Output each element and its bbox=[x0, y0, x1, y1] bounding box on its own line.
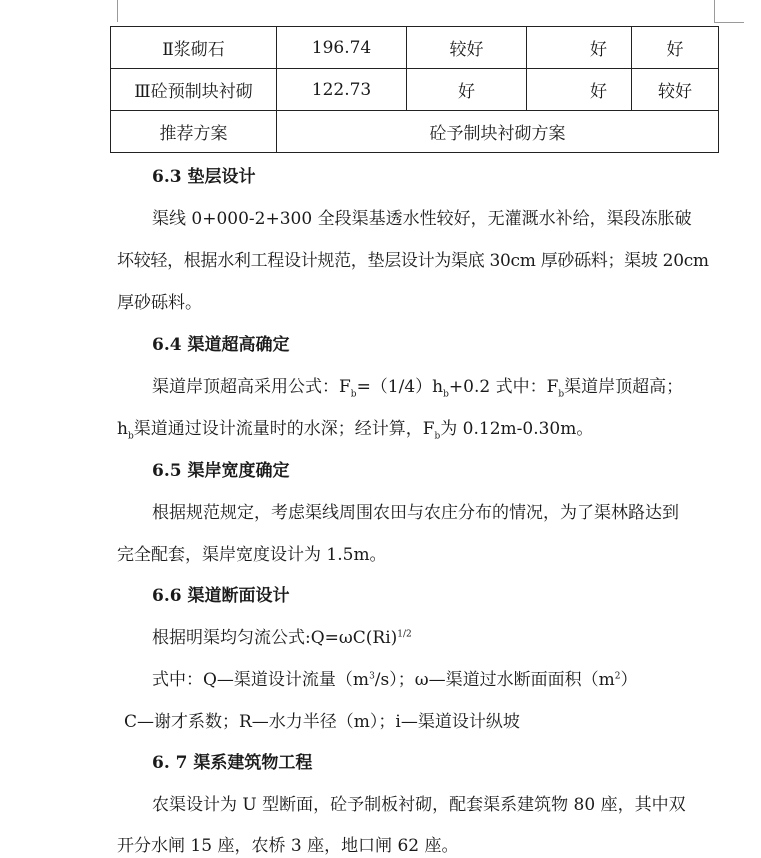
paragraph-line: 渠线 0+000-2+300 全段渠基透水性较好，无灌溉水补给，渠段冻胀破 bbox=[152, 209, 692, 229]
paragraph-line bbox=[117, 414, 593, 441]
formula-line bbox=[152, 623, 412, 648]
table-cell-rating: 好 bbox=[632, 27, 719, 69]
text-run: =（1/4）h bbox=[356, 377, 444, 397]
paragraph-line: 坏较轻，根据水利工程设计规范，垫层设计为渠底 30cm 厚砂砾料；渠坡 20cm bbox=[117, 251, 709, 271]
text-run: /s）；ω—渠道过水断面面积（m bbox=[374, 670, 615, 690]
table-cell-rating: 较好 bbox=[632, 69, 719, 111]
subscript: b bbox=[127, 431, 134, 442]
paragraph-line: 厚砂砾料。 bbox=[117, 293, 202, 313]
subscript: b bbox=[350, 389, 357, 400]
table-cell-rating: 好 bbox=[527, 27, 632, 69]
subscript: b bbox=[443, 389, 449, 400]
subscript: b bbox=[558, 389, 565, 400]
paragraph-line: 农渠设计为 U 型断面，砼予制板衬砌，配套渠系建筑物 80 座，其中双 bbox=[152, 795, 686, 815]
table-cell-rating: 好 bbox=[527, 69, 632, 111]
table-row-recommendation bbox=[111, 111, 719, 153]
table-cell-scheme: Ⅲ砼预制块衬砌 bbox=[111, 69, 277, 111]
subscript: b bbox=[434, 431, 441, 442]
section-heading-6-4: 6.4 渠道超高确定 bbox=[152, 335, 290, 355]
paragraph-line: C—谢才系数；R—水力半径（m）；i—渠道设计纵坡 bbox=[124, 712, 520, 732]
text-run: +0.2 式中：F bbox=[448, 377, 559, 397]
paragraph-line: 根据规范规定，考虑渠线周围农田与农庄分布的情况，为了渠林路达到 bbox=[152, 503, 679, 523]
formula-line bbox=[152, 372, 683, 399]
section-heading-6-5: 6.5 渠岸宽度确定 bbox=[152, 461, 290, 481]
paragraph-line: 完全配套，渠岸宽度设计为 1.5m。 bbox=[117, 545, 387, 565]
superscript: 1/2 bbox=[397, 629, 412, 640]
text-run: h bbox=[117, 419, 128, 439]
section-heading-6-3: 6.3 垫层设计 bbox=[152, 167, 256, 187]
table-cell-scheme: Ⅱ浆砌石 bbox=[111, 27, 277, 69]
text-run: 为 0.12m-0.30m。 bbox=[440, 419, 594, 439]
text-run: 渠道岸顶超高； bbox=[564, 377, 684, 397]
superscript: 3 bbox=[369, 671, 375, 682]
recommend-label: 推荐方案 bbox=[111, 111, 277, 153]
table-cell-value: 196.74 bbox=[277, 27, 407, 69]
paragraph-line bbox=[152, 665, 637, 690]
text-run: 式中：Q—渠道设计流量（m bbox=[152, 670, 370, 690]
text-run: ） bbox=[620, 670, 638, 690]
table-cell-rating: 较好 bbox=[407, 27, 527, 69]
section-heading-6-6: 6.6 渠道断面设计 bbox=[152, 586, 290, 606]
right-corner-mark bbox=[714, 0, 715, 22]
section-heading-6-7: 6. 7 渠系建筑物工程 bbox=[152, 753, 313, 773]
table-cell-rating: 好 bbox=[407, 69, 527, 111]
table-cell-value: 122.73 bbox=[277, 69, 407, 111]
scheme-comparison-table bbox=[110, 26, 719, 153]
table-row bbox=[111, 69, 719, 111]
text-run: 渠道岸顶超高采用公式：F bbox=[152, 377, 351, 397]
recommend-value: 砼予制块衬砌方案 bbox=[277, 111, 719, 153]
superscript: 2 bbox=[614, 671, 621, 682]
left-corner-mark bbox=[117, 0, 118, 22]
paragraph-line: 开分水闸 15 座，农桥 3 座，地口闸 62 座。 bbox=[117, 836, 459, 856]
text-run: 根据明渠均匀流公式:Q=ωC(Ri) bbox=[152, 628, 398, 648]
text-run: 渠道通过设计流量时的水深；经计算，F bbox=[133, 419, 435, 439]
right-corner-mark-horizontal bbox=[714, 22, 744, 23]
table-row bbox=[111, 27, 719, 69]
